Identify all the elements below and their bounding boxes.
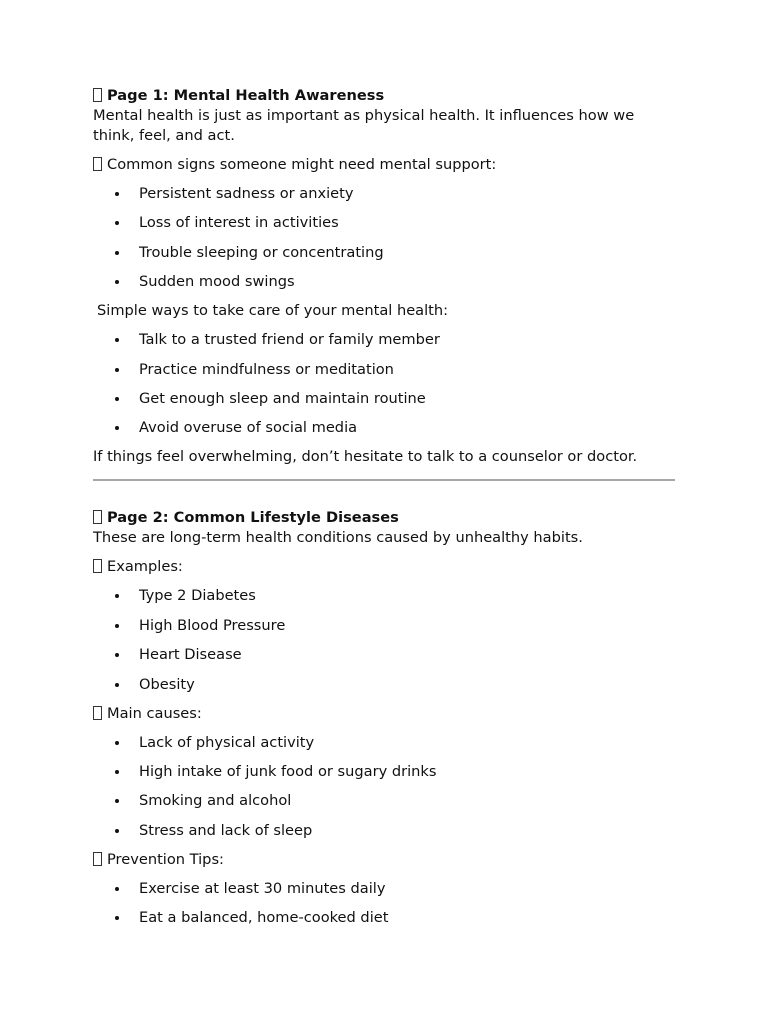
bullet-icon (115, 916, 119, 920)
list-item-text: High intake of junk food or sugary drinks (139, 762, 437, 780)
bullet-icon (115, 624, 119, 628)
page2-causes-heading (93, 704, 675, 724)
missing-glyph-icon (93, 559, 102, 573)
page2-prevention-heading-text: Prevention Tips: (107, 850, 224, 868)
page2-examples-heading-text: Examples: (107, 558, 183, 576)
document-page (93, 86, 675, 937)
list-item (93, 360, 675, 380)
list-item (93, 733, 675, 753)
missing-glyph-icon (93, 510, 102, 524)
section-divider (93, 479, 675, 481)
list-item (93, 184, 675, 204)
list-item-text: Eat a balanced, home-cooked diet (139, 909, 389, 927)
list-item-text: Smoking and alcohol (139, 792, 292, 810)
page2-examples-heading (93, 557, 675, 577)
list-item-text: Persistent sadness or anxiety (139, 185, 354, 202)
bullet-icon (115, 887, 119, 891)
list-item-text: Loss of interest in activities (139, 214, 339, 232)
page2-prevention-list (93, 879, 675, 928)
bullet-icon (115, 741, 119, 745)
bullet-icon (115, 280, 119, 284)
list-item (93, 418, 675, 438)
page2-title-text: Page 2: Common Lifestyle Diseases (107, 509, 399, 527)
page1-signs-heading-text: Common signs someone might need mental support: (107, 156, 497, 173)
page2-intro: These are long-term health conditions caused by unhealthy habits. (93, 529, 583, 547)
bullet-icon (115, 683, 119, 687)
list-item (93, 330, 675, 350)
list-item-text: Heart Disease (139, 646, 242, 664)
bullet-icon (115, 251, 119, 255)
bullet-icon (115, 192, 119, 196)
list-item-text: Talk to a trusted friend or family member (139, 331, 440, 349)
missing-glyph-icon (93, 88, 102, 102)
page1-title-text: Page 1: Mental Health Awareness (107, 87, 385, 104)
list-item (93, 791, 675, 811)
bullet-icon (115, 368, 119, 372)
list-item-text: High Blood Pressure (139, 616, 286, 634)
list-item-text: Lack of physical activity (139, 733, 315, 751)
list-item (93, 675, 675, 695)
page2-title (93, 508, 675, 528)
bullet-icon (115, 338, 119, 342)
page2-examples-list (93, 586, 675, 694)
bullet-icon (115, 829, 119, 833)
page2-prevention-heading (93, 850, 675, 870)
page1-closing: If things feel overwhelming, don’t hesitate to talk to a counselor or doctor. (93, 448, 638, 466)
list-item (93, 616, 675, 636)
list-item (93, 821, 675, 841)
list-item (93, 389, 675, 409)
bullet-icon (115, 799, 119, 803)
page1-signs-list (93, 184, 675, 292)
bullet-icon (115, 426, 119, 430)
page1-intro: Mental health is just as important as physical health. It influences how we think, feel, and act. (93, 107, 635, 144)
bullet-icon (115, 221, 119, 225)
list-item (93, 762, 675, 782)
list-item-text: Stress and lack of sleep (139, 821, 313, 839)
page2-causes-list (93, 733, 675, 841)
list-item-text: Obesity (139, 675, 195, 693)
page2-causes-heading-text: Main causes: (107, 704, 202, 722)
bullet-icon (115, 770, 119, 774)
list-item (93, 586, 675, 606)
bullet-icon (115, 594, 119, 598)
list-item-text: Type 2 Diabetes (139, 587, 256, 605)
list-item-text: Get enough sleep and maintain routine (139, 389, 426, 407)
bullet-icon (115, 397, 119, 401)
list-item-text: Trouble sleeping or concentrating (139, 243, 384, 261)
page1-signs-heading (93, 155, 675, 175)
missing-glyph-icon (93, 852, 102, 866)
list-item (93, 213, 675, 233)
list-item (93, 272, 675, 292)
list-item-text: Sudden mood swings (139, 273, 295, 291)
list-item (93, 645, 675, 665)
list-item (93, 908, 675, 928)
page1-care-heading: Simple ways to take care of your mental health: (97, 302, 449, 320)
bullet-icon (115, 653, 119, 657)
list-item-text: Exercise at least 30 minutes daily (139, 879, 386, 897)
missing-glyph-icon (93, 157, 102, 171)
missing-glyph-icon (93, 706, 102, 720)
list-item-text: Avoid overuse of social media (139, 419, 358, 437)
page1-title (93, 86, 675, 106)
list-item (93, 243, 675, 263)
page1-care-list (93, 330, 675, 438)
list-item-text: Practice mindfulness or meditation (139, 360, 394, 378)
list-item (93, 879, 675, 899)
